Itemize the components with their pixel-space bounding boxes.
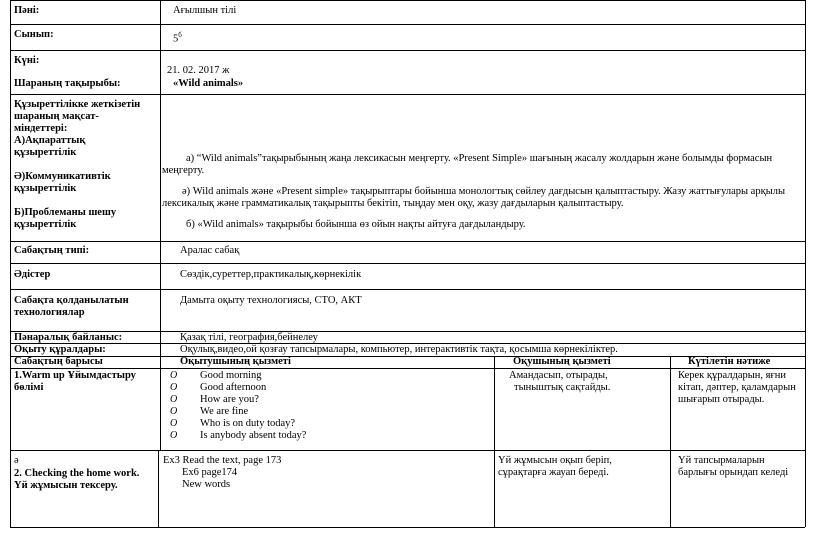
stage2-student-line: Үй жұмысын оқып беріп, [498,455,612,466]
goal-ae-line: лексикалық және грамматикалық тақырыпты бекітіп, тыңдау мен оқу, жазу дағдыларын қалыптастыру. [162,198,624,209]
goals-label-line: құзыреттілік [14,147,77,158]
stage1-result-line: кітап, дәптер, қаламдарын [678,382,796,393]
table-border [10,0,11,527]
stage1-result-line: Керек құралдарын, яғни [678,370,787,381]
teacher-phrase: Good afternoon [200,382,267,393]
grade-value [173,29,182,46]
goal-b-line: б) «Wild animals» тақырыбы бойынша өз ойын нақты айтуға дағдыландыру. [186,219,526,230]
interdisciplinary-value: Қазақ тілі, география,бейнелеу [180,332,318,343]
table-border [10,368,805,369]
goal-ae-line: ә) Wild animals және «Present simple» тақырыптары бойынша монологтық сөйлеу дағдысын қалыптастыру. Жазу жаттығулары арқылы [182,186,786,197]
stage2-result-line: барлығы орындап келеді [678,467,789,478]
stage2-title-line: Үй жұмысын тексеру. [14,480,118,491]
column-header-student: Оқушының қызметі [513,356,611,367]
bullet-icon: O [170,418,178,429]
grade-letter: б [178,31,182,39]
methods-value: Сөздік,суреттер,практикалық,көрнекілік [180,269,362,280]
table-border [805,0,806,527]
goals-label-line: құзыреттілік [14,183,77,194]
goal-a-line: меңгерту. [162,165,205,176]
stage2-teacher-line: Ex3 Read the text, page 173 [163,455,282,466]
stage2-prefix: ә [14,455,19,466]
goals-label-line: міндеттері: [14,123,68,134]
teacher-phrase: We are fine [200,406,249,417]
stage1-student-line: Амандасып, отырады, [509,370,608,381]
table-border [158,450,159,527]
table-border [10,241,805,242]
table-border [10,94,805,95]
teacher-phrase: Who is on duty today? [200,418,296,429]
column-header-stage: Сабақтың барысы [14,356,103,367]
topic-value: «Wild animals» [173,78,244,89]
lesson-plan-table [10,0,805,528]
stage2-student-line: сұрақтарға жауап береді. [498,467,609,478]
goals-label-line: Ә)Коммуникативтік [14,171,111,182]
table-border [670,356,671,527]
grade-label: Сынып: [14,29,54,40]
materials-value: Оқулық,видео,ой қозғау тапсырмалары, компьютер, интерактивтік тақта, қосымша көрнекіліктер. [180,344,618,355]
table-border [10,0,805,1]
bullet-icon: O [170,370,178,381]
stage2-title-line: 2. Checking the home work. [14,468,140,479]
subject-value: Ағылшын тілі [173,5,237,16]
date-label: Күні: [14,55,40,66]
stage1-student-line: тыныштық сақтайды. [514,382,611,393]
stage2-teacher-line: New words [182,479,231,490]
goal-a-line: а) “Wild animals”тақырыбының жаңа лексикасын меңгерту. «Present Simple» шағының жасалу жолдарын және болымды формасын [186,153,773,164]
table-border [10,289,805,290]
bullet-icon: O [170,430,178,441]
column-header-result: Күтілетін нәтиже [688,356,771,367]
bullet-icon: O [170,382,178,393]
lesson-type-label: Сабақтың типі: [14,245,90,256]
stage1-result-line: шығарып отырады. [678,394,765,405]
goals-label-line: Б)Проблеманы шешу [14,207,117,218]
column-header-teacher: Оқытушының қызметі [180,356,291,367]
lesson-type-value: Аралас сабақ [180,245,240,256]
technologies-value: Дамыта оқыту технологиясы, СТО, АКТ [180,295,362,306]
interdisciplinary-label: Пәнаралық байланыс: [14,332,123,343]
goals-label-line: А)Ақпараттық [14,135,86,146]
goals-label-line: құзыреттілік [14,219,77,230]
methods-label: Әдістер [14,269,51,280]
stage2-teacher-line: Ex6 page174 [182,467,238,478]
grade-number: 5 [173,33,179,45]
technologies-label-line: технологиялар [14,307,85,318]
materials-label: Оқыту құралдары: [14,344,106,355]
date-value: 21. 02. 2017 ж [167,65,230,76]
bullet-icon: O [170,394,178,405]
topic-label: Шараның тақырыбы: [14,78,121,89]
teacher-phrase: Good morning [200,370,262,381]
goals-label-line: шараның мақсат- [14,111,99,122]
table-border [10,50,805,51]
stage1-title-line: бөлімі [14,382,44,393]
table-border [494,356,495,527]
table-border [10,24,805,25]
table-border [160,0,161,450]
table-border [10,527,805,528]
stage1-title-line: 1.Warm up Ұйымдастыру [14,370,136,381]
stage2-result-line: Үй тапсырмаларын [678,455,765,466]
table-border [10,263,805,264]
subject-label: Пәні: [14,5,40,16]
teacher-phrase: How are you? [200,394,259,405]
goals-label-line: Құзыреттілікке жеткізетін [14,99,141,110]
technologies-label-line: Сабақта қолданылатын [14,295,129,306]
table-border [10,331,805,332]
table-border [10,450,805,451]
teacher-phrase: Is anybody absent today? [200,430,307,441]
bullet-icon: O [170,406,178,417]
